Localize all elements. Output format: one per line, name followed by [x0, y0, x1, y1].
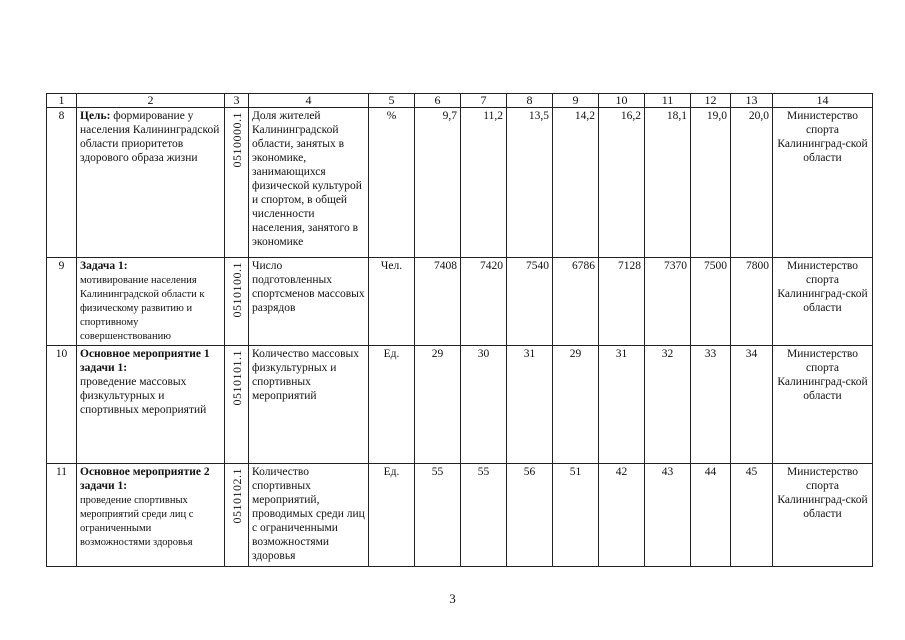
unit-cell: Ед.	[369, 346, 415, 464]
header-cell: 8	[507, 94, 553, 108]
value-cell: 7800	[731, 258, 773, 346]
header-cell: 10	[599, 94, 645, 108]
table-row	[47, 108, 873, 258]
value-cell: 7420	[461, 258, 507, 346]
value-cell: 42	[599, 464, 645, 567]
value-cell: 32	[645, 346, 691, 464]
value-cell: 9,7	[415, 108, 461, 258]
value-cell: 7500	[691, 258, 731, 346]
value-cell: 31	[599, 346, 645, 464]
row-title: Основное мероприятие 1 задачи 1:	[80, 348, 210, 374]
row-code: 0510101.1	[229, 350, 244, 406]
row-number: 10	[47, 346, 77, 464]
header-cell: 6	[415, 94, 461, 108]
responsible-cell: Министерство спорта Калининград-ской области	[773, 346, 873, 464]
row-description: проведение спортивных мероприятий среди лиц с ограниченными возможностями здоровья	[80, 495, 194, 548]
value-cell: 14,2	[553, 108, 599, 258]
row-number: 9	[47, 258, 77, 346]
responsible-cell: Министерство спорта Калининград-ской области	[773, 258, 873, 346]
value-cell: 7370	[645, 258, 691, 346]
value-cell: 55	[415, 464, 461, 567]
value-cell: 7408	[415, 258, 461, 346]
unit-cell: Чел.	[369, 258, 415, 346]
unit-cell: %	[369, 108, 415, 258]
table-row	[47, 346, 873, 464]
code-cell	[225, 464, 249, 567]
indicator-cell: Доля жителей Калининградской области, занятых в экономике, занимающихся физической культурой и спортом, в общей численности населения, занятого в экономике	[249, 108, 369, 258]
value-cell: 16,2	[599, 108, 645, 258]
header-cell: 13	[731, 94, 773, 108]
header-row	[47, 94, 873, 108]
header-cell: 2	[77, 94, 225, 108]
indicator-cell: Число подготовленных спортсменов массовых разрядов	[249, 258, 369, 346]
header-cell: 1	[47, 94, 77, 108]
table-row	[47, 258, 873, 346]
value-cell: 30	[461, 346, 507, 464]
value-cell: 18,1	[645, 108, 691, 258]
indicators-table	[46, 93, 873, 567]
task-cell	[77, 258, 225, 346]
value-cell: 44	[691, 464, 731, 567]
value-cell: 31	[507, 346, 553, 464]
activity-cell	[77, 346, 225, 464]
row-description: проведение массовых физкультурных и спортивных мероприятий	[80, 376, 207, 416]
code-cell	[225, 346, 249, 464]
header-cell: 4	[249, 94, 369, 108]
activity-cell	[77, 464, 225, 567]
row-number: 11	[47, 464, 77, 567]
goal-cell	[77, 108, 225, 258]
row-code: 0510000.1	[229, 112, 244, 168]
responsible-cell: Министерство спорта Калининград-ской области	[773, 108, 873, 258]
value-cell: 56	[507, 464, 553, 567]
code-cell	[225, 258, 249, 346]
value-cell: 33	[691, 346, 731, 464]
row-number: 8	[47, 108, 77, 258]
row-description: формирование у населения Калининградской области приоритетов здорового образа жизни	[80, 110, 220, 164]
value-cell: 45	[731, 464, 773, 567]
header-cell: 5	[369, 94, 415, 108]
value-cell: 51	[553, 464, 599, 567]
indicator-cell: Количество массовых физкультурных и спортивных мероприятий	[249, 346, 369, 464]
value-cell: 7540	[507, 258, 553, 346]
code-cell	[225, 108, 249, 258]
value-cell: 43	[645, 464, 691, 567]
value-cell: 7128	[599, 258, 645, 346]
value-cell: 20,0	[731, 108, 773, 258]
header-cell: 3	[225, 94, 249, 108]
indicator-cell: Количество спортивных мероприятий, проводимых среди лиц с ограниченными возможностями здоровья	[249, 464, 369, 567]
header-cell: 11	[645, 94, 691, 108]
table-row	[47, 464, 873, 567]
value-cell: 19,0	[691, 108, 731, 258]
value-cell: 55	[461, 464, 507, 567]
value-cell: 6786	[553, 258, 599, 346]
header-cell: 14	[773, 94, 873, 108]
header-cell: 7	[461, 94, 507, 108]
value-cell: 29	[553, 346, 599, 464]
row-code: 0510102.1	[229, 468, 244, 524]
row-title: Основное мероприятие 2 задачи 1:	[80, 466, 210, 492]
header-cell: 12	[691, 94, 731, 108]
row-title: Цель:	[80, 110, 111, 122]
value-cell: 13,5	[507, 108, 553, 258]
row-code: 0510100.1	[229, 262, 244, 318]
header-cell: 9	[553, 94, 599, 108]
row-title: Задача 1:	[80, 260, 128, 272]
row-description: мотивирование населения Калининградской области к физическому развитию и спортивному совершенствованию	[80, 275, 205, 342]
page-number: 3	[449, 591, 456, 606]
unit-cell: Ед.	[369, 464, 415, 567]
responsible-cell: Министерство спорта Калининград-ской области	[773, 464, 873, 567]
value-cell: 11,2	[461, 108, 507, 258]
value-cell: 29	[415, 346, 461, 464]
value-cell: 34	[731, 346, 773, 464]
